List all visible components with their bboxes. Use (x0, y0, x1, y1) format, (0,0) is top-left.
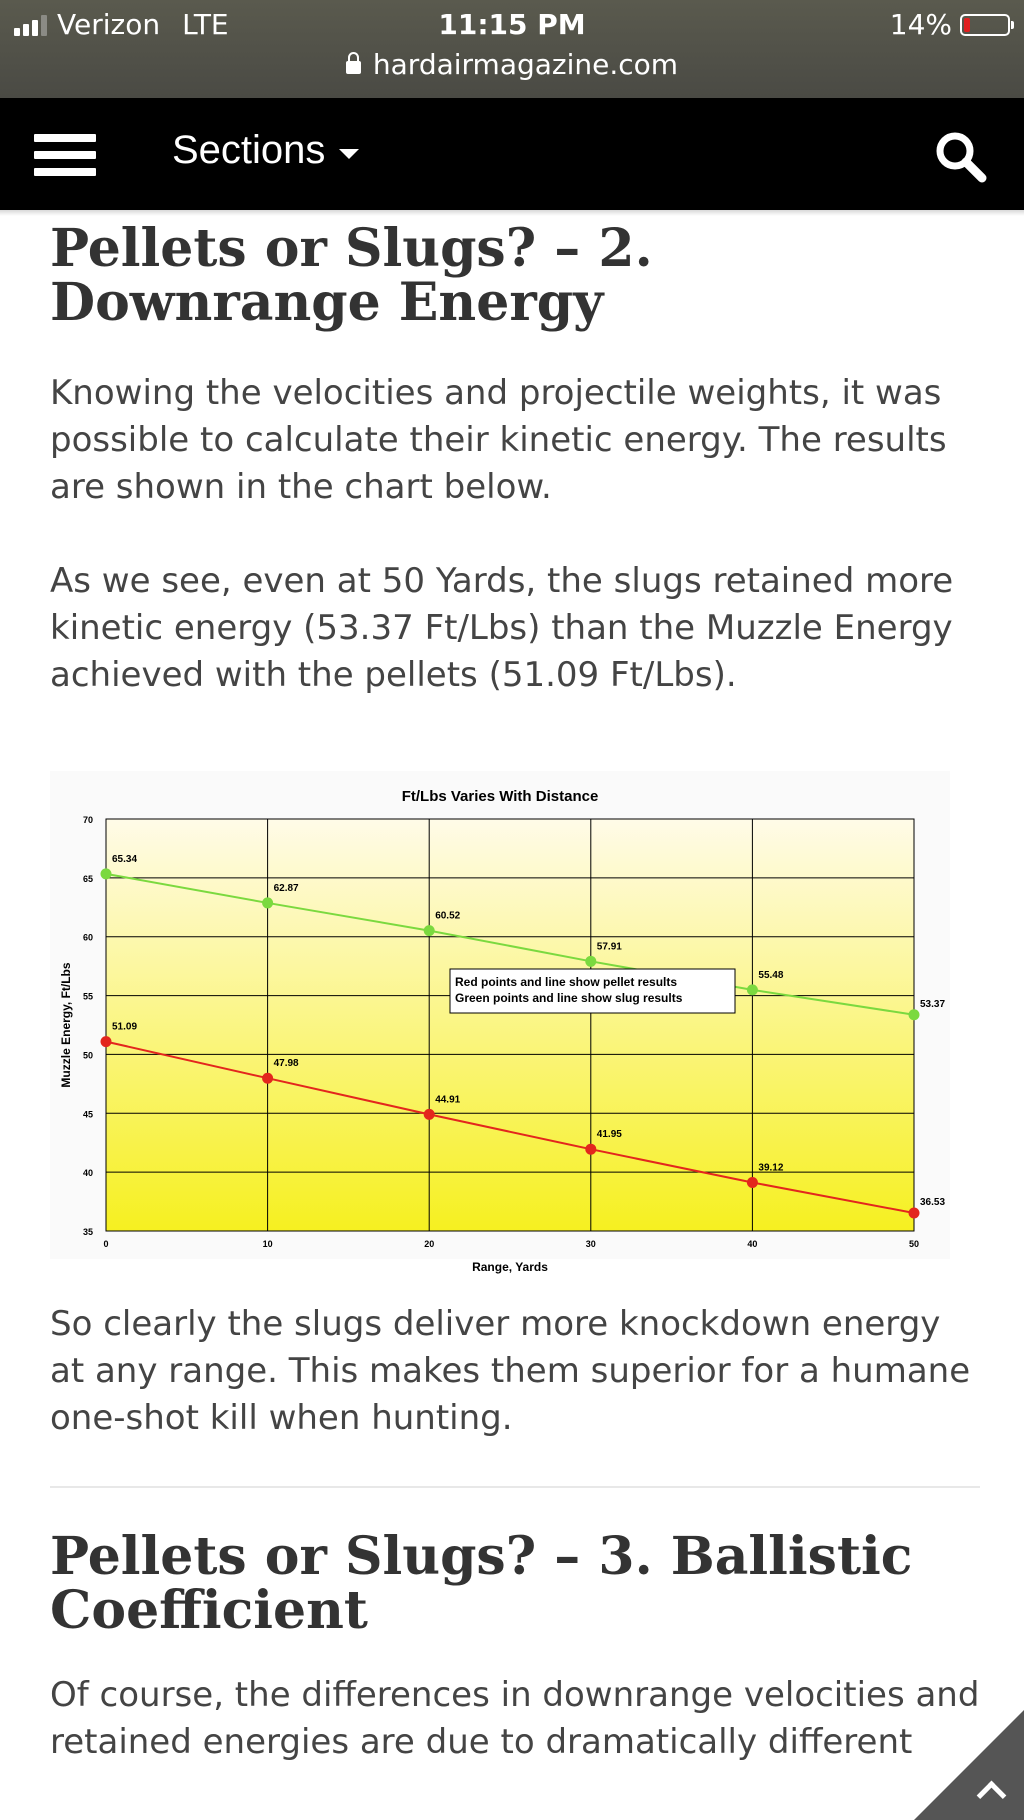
pellet-data-label: 41.95 (596, 1129, 622, 1141)
chart-legend (450, 969, 735, 1013)
pellet-data-point (585, 1144, 596, 1155)
battery-icon (960, 14, 1010, 36)
carrier-name: Verizon (57, 8, 161, 41)
slug-data-label: 55.48 (758, 969, 784, 981)
x-tick-label: 0 (103, 1239, 109, 1249)
pellet-data-point (262, 1073, 273, 1084)
sections-dropdown[interactable] (172, 128, 359, 173)
section-heading-ballistic-coefficient: Pellets or Slugs? – 3. Ballistic Coefficient (50, 1526, 913, 1641)
y-tick-label: 35 (82, 1227, 94, 1237)
paragraph-ballistic: Of course, the differences in downrange velocities and retained energies are due to dramatically different (50, 1675, 980, 1762)
slug-data-point (747, 984, 758, 995)
x-tick-label: 40 (747, 1239, 758, 1249)
nav-shadow (0, 210, 1024, 216)
pellet-data-label: 39.12 (758, 1162, 784, 1174)
url-bar[interactable] (0, 48, 1024, 81)
site-nav (0, 98, 1024, 210)
clock: 11:15 PM (438, 8, 586, 41)
y-tick-label: 65 (82, 873, 94, 884)
y-axis-label: Muzzle Energy, Ft/Lbs (59, 962, 73, 1088)
section-divider (50, 1486, 980, 1488)
pellet-data-point (909, 1207, 920, 1218)
y-tick-label: 45 (82, 1109, 94, 1120)
status-bar (0, 0, 1024, 98)
paragraph-comparison: As we see, even at 50 Yards, the slugs retained more kinetic energy (53.37 Ft/Lbs) than the Muzzle Energy achieved with the pellets (51.09 Ft/Lbs). (50, 561, 954, 695)
energy-chart-svg (50, 771, 950, 1274)
energy-chart (50, 771, 950, 1274)
slug-data-label: 62.87 (273, 882, 299, 894)
pellet-data-label: 47.98 (273, 1058, 299, 1070)
slug-data-point (262, 897, 273, 908)
chart-title: Ft/Lbs Varies With Distance (401, 788, 599, 805)
url-text: hardairmagazine.com (372, 48, 679, 81)
menu-icon[interactable] (34, 134, 96, 176)
y-tick-label: 70 (82, 815, 94, 825)
x-axis-label: Range, Yards (472, 1260, 548, 1274)
pellet-data-label: 44.91 (435, 1094, 461, 1106)
y-tick-label: 50 (82, 1050, 94, 1061)
article (50, 218, 980, 1766)
y-tick-label: 55 (82, 991, 94, 1002)
section-heading-downrange-energy: Pellets or Slugs? – 2. Downrange Energy (50, 218, 653, 333)
pellet-data-point (424, 1109, 435, 1120)
search-icon[interactable] (932, 128, 988, 184)
status-right (890, 8, 1010, 41)
y-tick-label: 60 (82, 932, 94, 943)
pellet-data-point (747, 1177, 758, 1188)
legend-entry: Green points and line show slug results (455, 991, 683, 1005)
slug-data-point (585, 956, 596, 967)
lock-icon (346, 61, 361, 74)
x-tick-label: 10 (262, 1239, 273, 1249)
slug-data-label: 60.52 (435, 910, 461, 922)
slug-data-point (101, 868, 112, 879)
pellet-data-label: 36.53 (920, 1196, 946, 1208)
slug-data-point (909, 1009, 920, 1020)
plot-area (106, 819, 914, 1231)
chevron-up-icon (977, 1781, 1007, 1811)
caret-down-icon (339, 149, 359, 159)
sections-label: Sections (172, 128, 326, 172)
slug-data-point (424, 925, 435, 936)
x-tick-label: 20 (424, 1239, 435, 1249)
slug-data-label: 53.37 (920, 998, 946, 1010)
legend-entry: Red points and line show pellet results (455, 975, 678, 989)
paragraph-conclusion: So clearly the slugs deliver more knockdown energy at any range. This makes them superior for a humane one-shot kill when hunting. (50, 1304, 971, 1438)
paragraph-intro: Knowing the velocities and projectile weights, it was possible to calculate their kinetic energy. The results are shown in the chart below. (50, 373, 947, 507)
y-tick-label: 40 (82, 1168, 94, 1179)
network-type: LTE (182, 8, 229, 41)
pellet-data-point (101, 1036, 112, 1047)
x-tick-label: 30 (585, 1239, 596, 1249)
slug-data-label: 57.91 (596, 941, 622, 953)
battery-percent: 14% (889, 8, 952, 41)
slug-data-label: 65.34 (112, 853, 138, 865)
x-tick-label: 50 (908, 1239, 920, 1249)
pellet-data-label: 51.09 (112, 1021, 138, 1033)
